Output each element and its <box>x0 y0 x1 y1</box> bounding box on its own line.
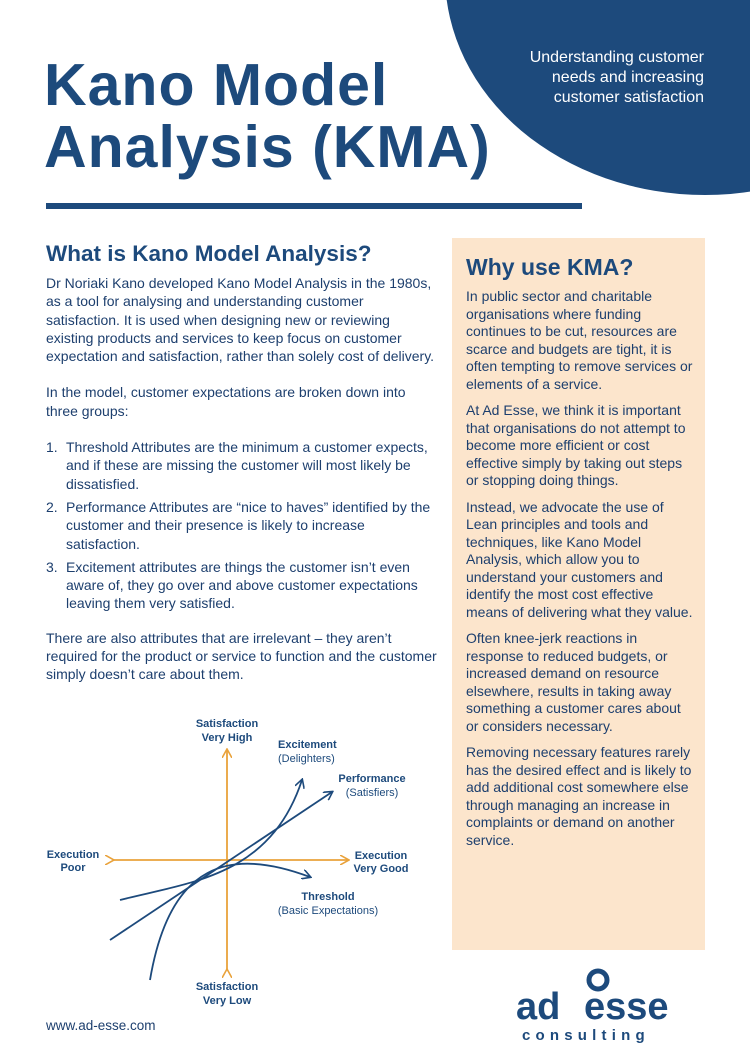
title-divider <box>46 203 582 209</box>
page-title-line-1: Kano Model <box>44 52 389 118</box>
y-top-label-2: Very High <box>201 732 253 744</box>
performance-sublabel: (Satisfiers) <box>345 787 399 799</box>
performance-line <box>110 792 332 940</box>
header-tagline: Understanding customer needs and increasing customer satisfaction <box>529 49 704 106</box>
why-use-paragraph-3: Instead, we advocate the use of Lean principles and tools and techniques, like Kano Model Analysis, which allow you to understand your customers and identify the most cost effective means of delivering what they value. <box>466 498 693 620</box>
threshold-label: Threshold <box>301 891 355 903</box>
list-item-text: Threshold Attributes are the minimum a customer expects, and if these are missing the customer will most likely be dissatisfied. <box>66 439 428 492</box>
what-is-paragraph-1: Dr Noriaki Kano developed Kano Model Analysis in the 1980s, as a tool for analysing and understanding customer satisfaction. It is used when designing new or reviewing existing products and services to keep focus on customer expectation and satisfaction, rather than solely cost of delivery. <box>46 275 435 365</box>
ad-esse-logo <box>516 966 716 1046</box>
why-use-paragraph-4: Often knee-jerk reactions in response to reduced budgets, or increased demand on resource elsewhere, results in taking away something a customer cares about or considers necessary. <box>466 630 681 734</box>
logo-word-ad: ad <box>516 986 561 1028</box>
what-is-paragraph-2: In the model, customer expectations are broken down into three groups: <box>46 384 406 419</box>
why-use-heading: Why use KMA? <box>466 254 634 280</box>
list-item-number: 2. <box>46 498 58 515</box>
list-item <box>46 558 438 613</box>
y-top-label-1: Satisfaction <box>195 718 259 730</box>
attribute-groups-list <box>46 438 438 613</box>
x-left-label-2: Poor <box>60 862 86 874</box>
list-item <box>46 438 438 493</box>
page-title <box>44 54 491 178</box>
why-use-panel <box>452 238 705 950</box>
y-bottom-label-2: Very Low <box>202 995 252 1007</box>
excitement-sublabel: (Delighters) <box>278 753 335 765</box>
performance-label: Performance <box>338 773 406 785</box>
list-item-text: Excitement attributes are things the customer isn’t even aware of, they go over and above customer expectations leaving them very satisfied. <box>66 558 418 612</box>
why-use-paragraph-2: At Ad Esse, we think it is important that organisations do not attempt to become more efficient or cost effective simply by taking out steps or stopping doing things. <box>466 402 686 488</box>
what-is-heading: What is Kano Model Analysis? <box>46 241 372 266</box>
why-use-paragraph-1: In public sector and charitable organisations where funding continues to be cut, resources are scarce and budgets are tight, it is often tempting to remove services or elements of a service. <box>466 288 693 392</box>
kano-diagram <box>30 712 420 1012</box>
list-item-text: Performance Attributes are “nice to haves” identified by the customer and their presence is likely to increase satisfaction. <box>66 498 431 552</box>
what-is-paragraph-3: There are also attributes that are irrelevant – they aren’t required for the product or service to function and the customer simply doesn’t care about them. <box>46 629 437 683</box>
x-right-label-2: Very Good <box>353 863 409 875</box>
y-bottom-label-1: Satisfaction <box>195 981 259 993</box>
website-link[interactable]: www.ad-esse.com <box>46 1018 156 1033</box>
threshold-curve <box>150 864 310 980</box>
list-item <box>46 498 438 553</box>
logo-word-esse: esse <box>584 986 669 1028</box>
logo-subtitle: consulting <box>522 1027 650 1044</box>
what-is-section <box>46 240 438 702</box>
excitement-curve <box>120 780 302 900</box>
x-right-label-1: Execution <box>354 850 408 862</box>
list-item-number: 3. <box>46 558 58 575</box>
x-left-label-1: Execution <box>46 849 100 861</box>
why-use-paragraph-5: Removing necessary features rarely has the desired effect and is likely to add additional cost somewhere else through managing an increase in complaints or demand on another service. <box>466 744 692 848</box>
excitement-label: Excitement <box>278 739 337 751</box>
page-title-line-2: Analysis (KMA) <box>44 114 491 180</box>
threshold-sublabel: (Basic Expectations) <box>277 905 379 917</box>
list-item-number: 1. <box>46 439 58 456</box>
